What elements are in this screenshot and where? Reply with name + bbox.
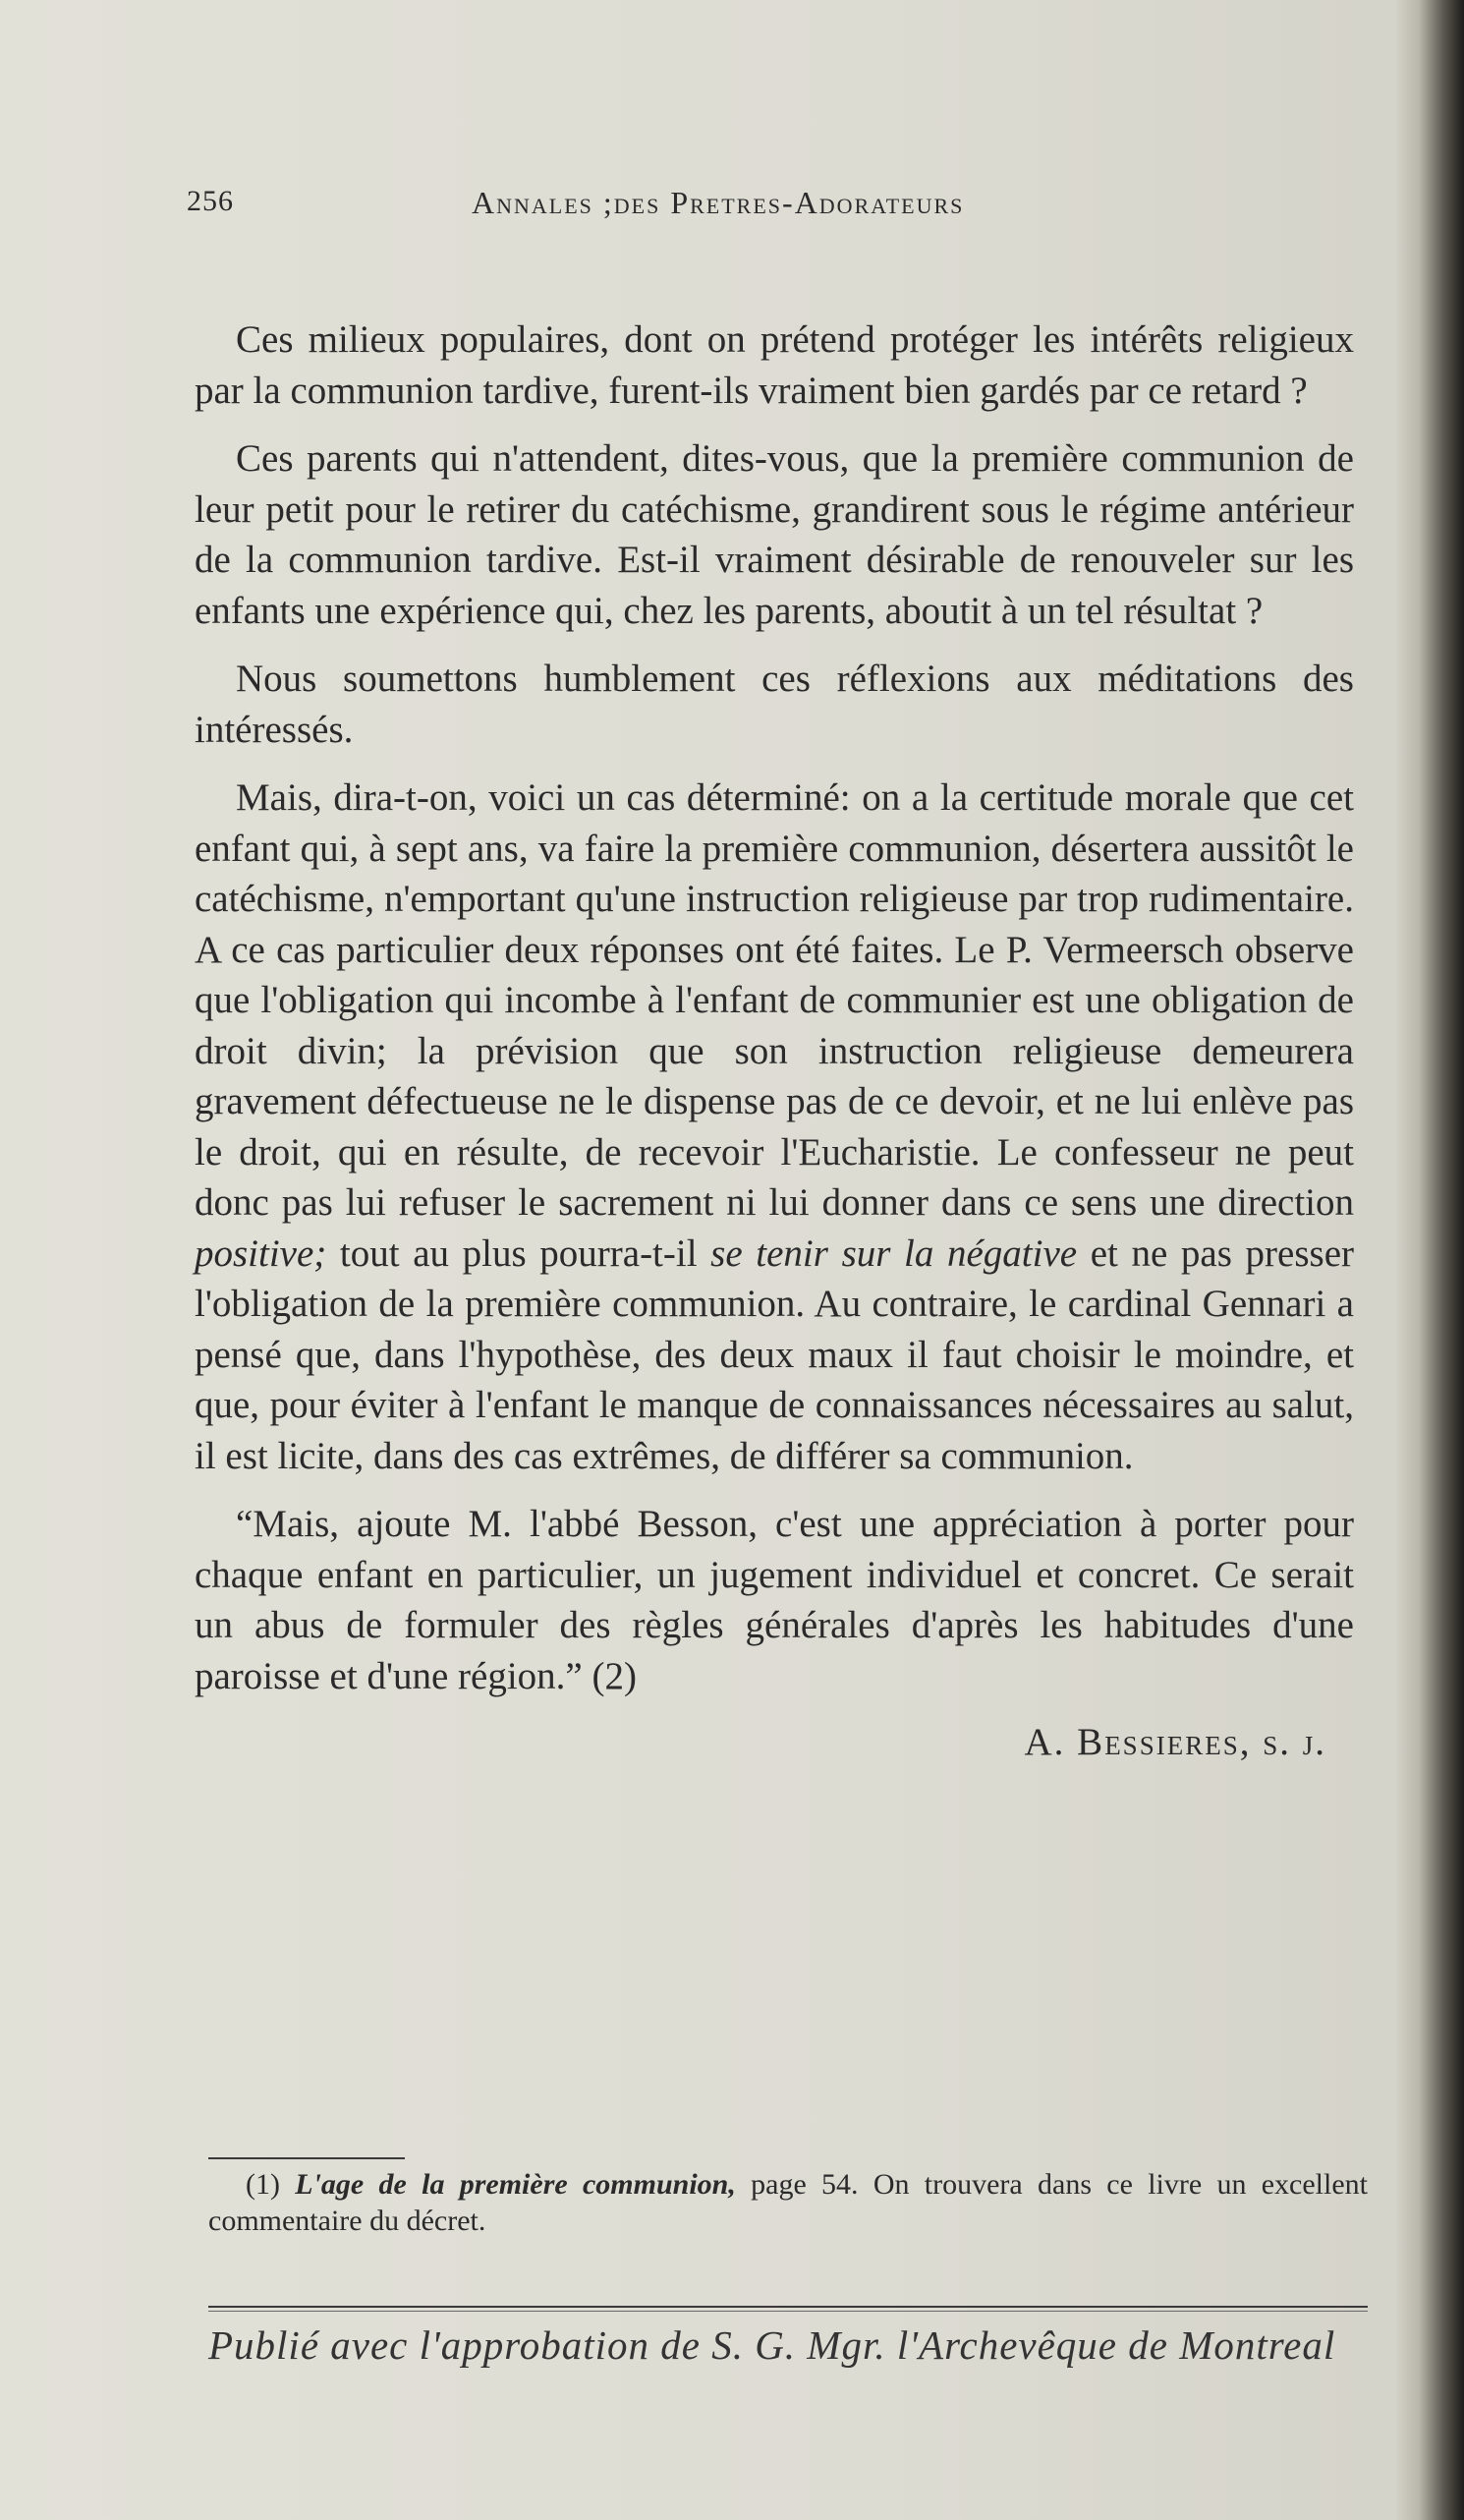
paragraph-text: Mais, dira-t-on, voici un cas déterminé: on a la certitude morale que cet enfant qui, à sept ans, va faire la première communion, désertera aussitôt le catéchisme, n'emportant qu'une instruction religieuse par trop rudimentaire. A ce cas particulier deux réponses ont été faites. Le P. Vermeersch observe que l'obligation qui incombe à l'enfant de communier est une obligation de droit divin; la prévision que son instruction religieuse demeurera gravement défectueuse ne le dispense pas de ce devoir, et ne lui enlève pas le droit, qui en résulte, de recevoir l'Eucharistie. Le confesseur ne peut donc pas lui refuser le sacrement ni lui donner dans ce sens une direction	[195, 776, 1354, 1224]
paragraph: “Mais, ajoute M. l'abbé Besson, c'est une appréciation à porter pour chaque enfant en particulier, un jugement individuel et concret. Ce serait un abus de formuler des règles générales d'après les habitudes d'une paroisse et d'une région.” (2)	[195, 1503, 1354, 1697]
footnote-text: page 54. On trouvera dans ce livre un excellent commentaire du décret.	[208, 2168, 1368, 2237]
paragraph: Ces milieux populaires, dont on prétend protéger les intérêts religieux par la communion tardive, furent-ils vraiment bien gardés par ce retard ?	[195, 318, 1354, 412]
imprimatur-divider	[208, 2306, 1368, 2308]
paragraph-text: et ne pas presser l'obligation de la première communion. Au contraire, le cardinal Gennari a pensé que, dans l'hypothèse, des deux maux il faut choisir le moindre, et que, pour éviter à l'enfant le manque de connaissances nécessaires au salut, il est licite, dans des cas extrêmes, de différer sa communion.	[195, 1231, 1354, 1477]
running-title: Annales ;des Pretres-Adorateurs	[472, 185, 965, 220]
paragraph-text: tout au plus pourra-t-il	[326, 1231, 711, 1275]
imprimatur-divider-thin	[208, 2311, 1368, 2312]
footnote-divider	[208, 2157, 405, 2159]
paragraph: Nous soumettons humblement ces réflexions aux méditations des intéressés.	[195, 658, 1354, 751]
italic-text: positive;	[195, 1231, 327, 1275]
footnote-title: L'age de la première communion,	[295, 2168, 736, 2201]
footnote-marker: (1)	[246, 2168, 280, 2201]
paragraph: Ces parents qui n'attendent, dites-vous, que la première communion de leur petit pour le retirer du catéchisme, grandirent sous le régime antérieur de la communion tardive. Est-il vraiment désirable de renouveler sur les enfants une expérience qui, chez les parents, aboutit à un tel résultat ?	[195, 437, 1354, 632]
article-body	[195, 315, 1354, 1768]
author-signature: A. Bessieres, s. j.	[1024, 1721, 1326, 1763]
footnote	[208, 2166, 1368, 2239]
italic-text: se tenir sur la négative	[710, 1231, 1078, 1275]
page-number: 256	[187, 185, 234, 217]
paragraph	[195, 773, 1354, 1481]
book-binding-shadow	[1395, 0, 1464, 2520]
imprimatur-line: Publié avec l'approbation de S. G. Mgr. l'Archevêque de Montreal	[208, 2322, 1336, 2368]
